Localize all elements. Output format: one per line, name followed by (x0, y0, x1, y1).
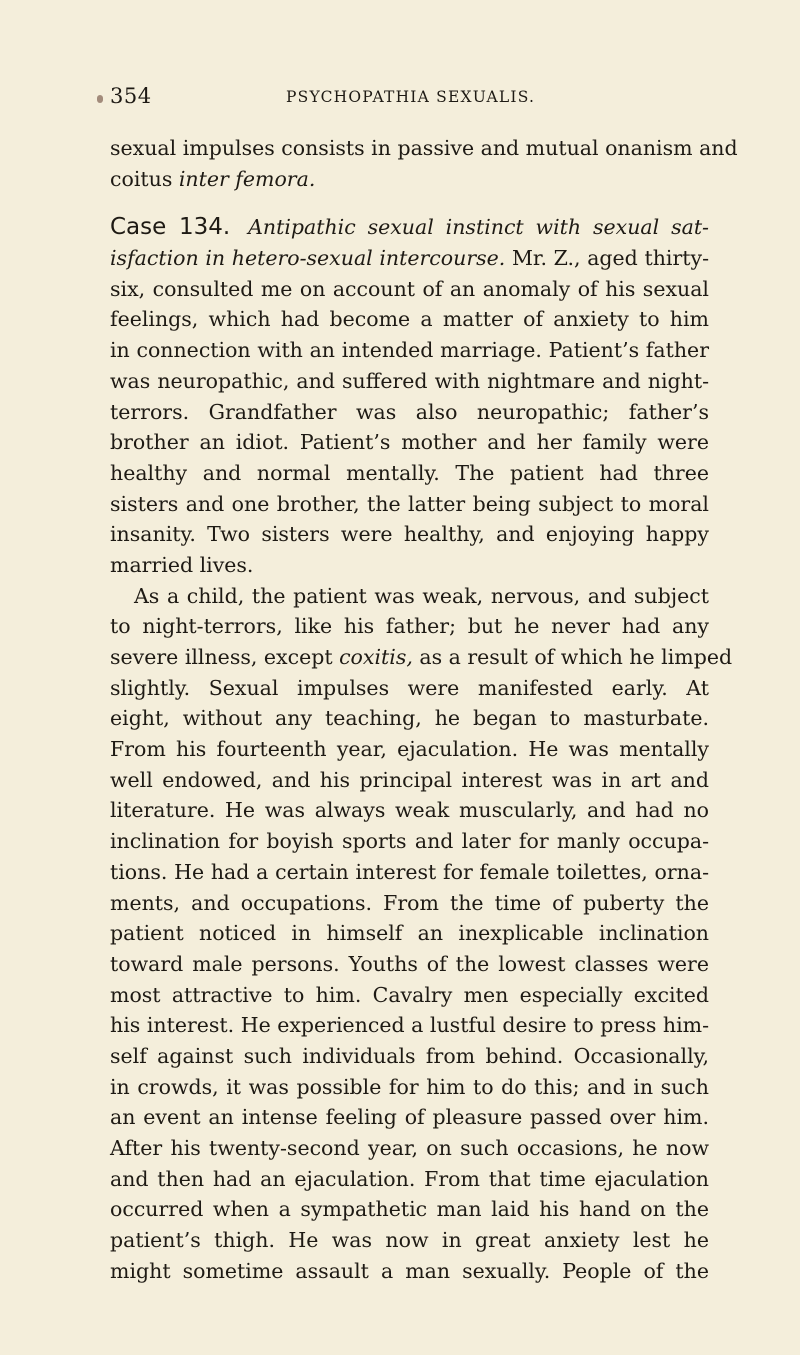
text-line (110, 164, 709, 195)
text-line: occurred when a sympathetic man laid his hand on the (110, 1197, 709, 1222)
running-title: PSYCHOPATHIA SEXUALIS. (286, 88, 536, 106)
text-line: an event an intense feeling of pleasure passed over him. (110, 1105, 709, 1130)
text-line: married lives. (110, 552, 254, 577)
case-title-cont: isfaction in hetero-sexual intercourse. (110, 246, 506, 271)
page-number: 354 (110, 84, 152, 108)
text-line: in crowds, it was possible for him to do this; and in such (110, 1074, 709, 1099)
text-line: well endowed, and his principal interest was in art and (110, 767, 709, 792)
text-line: inclination for boyish sports and later for manly occupa- (110, 829, 709, 854)
text-line: feelings, which had become a matter of anxiety to him (110, 307, 709, 332)
text-line: From his fourteenth year, ejaculation. He was mentally (110, 737, 709, 762)
case-heading-line (110, 212, 709, 243)
text-line: After his twenty-second year, on such occasions, he now (110, 1136, 709, 1160)
text-line: healthy and normal mentally. The patient had three (110, 460, 709, 485)
page-header (110, 84, 710, 120)
text-run: coitus (110, 166, 179, 191)
paragraph-gap (110, 194, 709, 212)
text-line: in connection with an intended marriage. Patient’s father (110, 338, 709, 363)
text-line: ments, and occupations. From the time of puberty the (110, 890, 709, 915)
text-line: and then had an ejaculation. From that time ejaculation (110, 1166, 709, 1191)
text-line: sexual impulses consists in passive and mutual onanism and (110, 136, 738, 160)
text-line (110, 642, 733, 673)
text-line: toward male persons. Youths of the lowest classes were (110, 951, 709, 976)
ink-mark (97, 95, 103, 103)
text-line: might sometime assault a man sexually. People of the (110, 1258, 709, 1283)
text-line: literature. He was always weak muscularly, and had no (110, 798, 709, 823)
text-line: patient noticed in himself an inexplicable inclination (110, 921, 709, 946)
text-line: slightly. Sexual impulses were manifested early. At (110, 675, 709, 700)
text-line: sisters and one brother, the latter being subject to moral (110, 491, 709, 516)
text-line: most attractive to him. Cavalry men especially excited (110, 982, 709, 1007)
text-run: severe illness, except (110, 645, 340, 669)
text-line (110, 243, 709, 274)
body-text (110, 133, 738, 1286)
text-line: his interest. He experienced a lustful desire to press him- (110, 1013, 709, 1038)
text-line: brother an idiot. Patient’s mother and her family were (110, 430, 709, 455)
case-label: Case 134. (110, 214, 231, 241)
text-line: tions. He had a certain interest for female toilettes, orna- (110, 859, 709, 884)
text-run: Mr. Z., aged thirty- (505, 246, 709, 271)
text-run: as a result of which he limped (412, 645, 733, 669)
text-line: eight, without any teaching, he began to masturbate. (110, 706, 709, 731)
text-line: to night-terrors, like his father; but he never had any (110, 614, 709, 639)
text-line: terrors. Grandfather was also neuropathic; father’s (110, 399, 709, 424)
text-line: As a child, the patient was weak, nervous, and subject (134, 583, 709, 608)
italic-term: coxitis, (339, 645, 413, 669)
text-line: six, consulted me on account of an anomaly of his sexual (110, 276, 709, 301)
text-line: patient’s thigh. He was now in great anxiety lest he (110, 1228, 709, 1253)
italic-term: inter femora. (178, 166, 316, 191)
case-title: Antipathic sexual instinct with sexual sat- (248, 215, 709, 240)
text-line: self against such individuals from behind. Occasionally, (110, 1043, 709, 1068)
text-line: was neuropathic, and suffered with nightmare and night- (110, 368, 709, 393)
text-line: insanity. Two sisters were healthy, and enjoying happy (110, 522, 709, 547)
